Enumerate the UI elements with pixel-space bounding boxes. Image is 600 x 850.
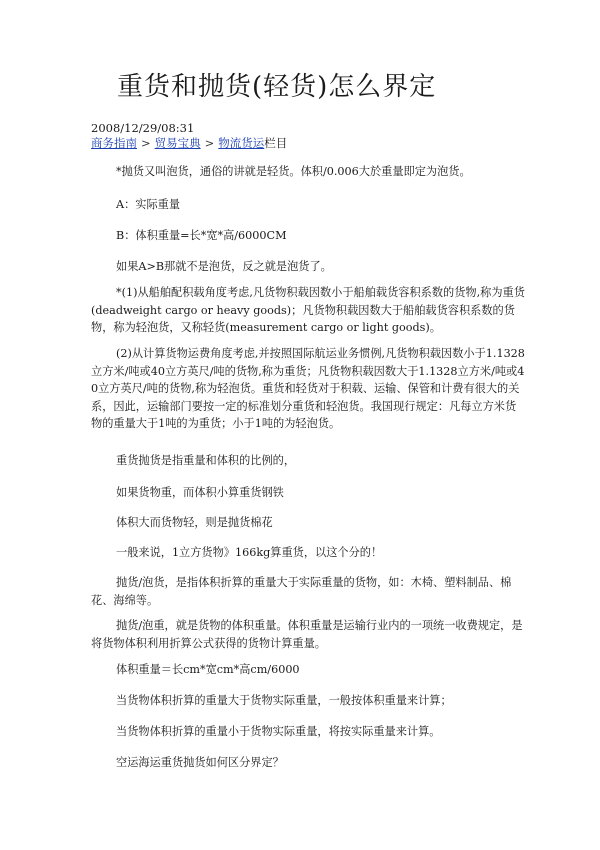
- article-meta: [91, 121, 287, 151]
- post-date: 2008/12/29/08:31: [91, 121, 195, 135]
- paragraph-foam-goods-definition: *抛货又叫泡货，通俗的讲就是轻货。体积/0.006大於重量即定为泡货。: [116, 165, 471, 178]
- paragraph-actual-weight: A：实际重量: [116, 198, 181, 211]
- paragraph-volume-weight: B：体积重量=长*宽*高/6000CM: [116, 229, 287, 242]
- breadcrumb-link-business-guide[interactable]: 商务指南: [91, 136, 137, 150]
- paragraph-volume-formula: 体积重量＝长cm*宽cm*高cm/6000: [116, 663, 300, 676]
- paragraph-light-example: 体积大而货物轻，则是抛货棉花: [116, 516, 273, 529]
- breadcrumb-separator: >: [204, 136, 215, 150]
- paragraph-weight-volume-ratio: 重货抛货是指重量和体积的比例的，: [116, 454, 296, 467]
- paragraph-use-actual-weight: 当货物体积折算的重量小于货物实际重量，将按实际重量来计算。: [116, 725, 441, 738]
- paragraph-166kg-rule: 一般来说，1立方货物》166kg算重货，以这个分的！: [116, 546, 383, 559]
- paragraph-stowage-definition: *(1)从船舶配积载角度考虑,凡货物积载因数小于船舶载货容积系数的货物,称为重货(deadweight cargo or heavy goods)；凡货物积载因数大于船舶载货容积系数的货物，称为轻泡货，又称轻货(measurement cargo or light goods)。: [91, 286, 525, 334]
- paragraph-heavy-example: 如果货物重，而体积小算重货钢铁: [116, 486, 284, 499]
- paragraph-light-goods-examples: 抛货/泡货，是指体积折算的重量大于实际重量的货物，如：木椅、塑料制品、棉花、海绵等。: [91, 576, 512, 607]
- breadcrumb-separator: >: [141, 136, 151, 150]
- paragraph-air-sea-question: 空运海运重货抛货如何区分界定？: [116, 756, 284, 769]
- breadcrumb-link-trade-treasury[interactable]: 贸易宝典: [154, 136, 201, 150]
- paragraph-freight-definition: (2)从计算货物运费角度考虑,并按照国际航运业务惯例,凡货物积载因数小于1.1328立方米/吨或40立方英尺/吨的货物,称为重货；凡货物积载因数大于1.1328立方米/吨或40立方英尺/吨的货物,称为轻泡货。重货和轻货对于积载、运输、保管和计费有很大的关系，因此，运输部门要按一定的标准划分重货和轻泡货。我国现行规定：凡每立方米货物的重量大于1吨的为重货；小于1吨的为轻泡货。: [91, 347, 525, 430]
- article-title: 重货和抛货(轻货)怎么界定: [117, 72, 437, 102]
- breadcrumb-link-logistics[interactable]: 物流货运: [218, 136, 265, 150]
- breadcrumb-suffix: 栏目: [264, 136, 288, 150]
- breadcrumb: [91, 136, 287, 151]
- paragraph-volume-weight-explanation: 抛货/泡重，就是货物的体积重量。体积重量是运输行业内的一项统一收费规定，是将货物体积利用折算公式获得的货物计算重量。: [91, 619, 523, 650]
- paragraph-use-volume-weight: 当货物体积折算的重量大于货物实际重量，一般按体积重量来计算；: [116, 694, 452, 707]
- paragraph-comparison-rule: 如果A>B那就不是泡货，反之就是泡货了。: [116, 260, 332, 273]
